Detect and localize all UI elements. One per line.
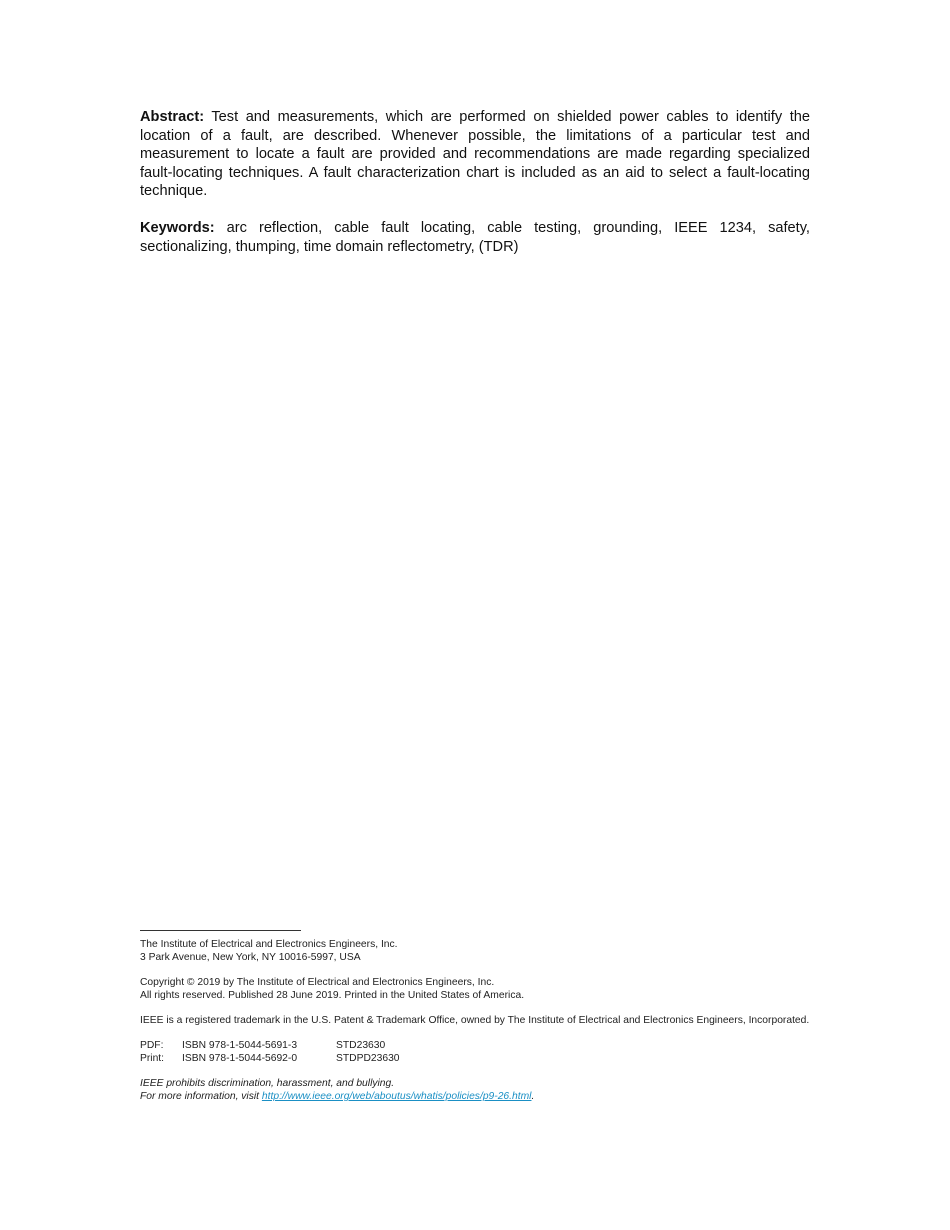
- isbn-label: PDF:: [140, 1040, 164, 1051]
- policy-statement: IEEE prohibits discrimination, harassment, and bullying.: [140, 1078, 395, 1089]
- trademark-notice: IEEE is a registered trademark in the U.S. Patent & Trademark Office, owned by The Institute of Electrical and Electronics Engineers, Incorporated.: [140, 1015, 810, 1026]
- isbn-number: ISBN 978-1-5044-5692-0: [182, 1053, 298, 1064]
- rights-line: All rights reserved. Published 28 June 2019. Printed in the United States of America.: [140, 990, 525, 1001]
- policy-info-suffix: .: [531, 1091, 535, 1102]
- copyright-line: Copyright © 2019 by The Institute of Electrical and Electronics Engineers, Inc.: [140, 977, 495, 988]
- isbn-number: ISBN 978-1-5044-5691-3: [182, 1040, 298, 1051]
- isbn-product-code: STDPD23630: [336, 1053, 400, 1064]
- keywords-label: Keywords:: [140, 219, 215, 236]
- abstract-text: Test and measurements, which are performed on shielded power cables to identify the location of a fault, are described. Whenever possible, the limitations of a particular test and measurement to locate a fault are provided and recommendations are made regarding specialized fault-locating techniques. A fault characterization chart is included as an aid to select a fault-locating technique.: [140, 109, 810, 200]
- isbn-row-pdf: [140, 1039, 810, 1052]
- keywords-text: arc reflection, cable fault locating, cable testing, grounding, IEEE 1234, safety, sectionalizing, thumping, time domain reflectometry, (TDR): [140, 219, 810, 255]
- publisher-footer: [140, 930, 810, 1103]
- footer-divider: [140, 930, 301, 931]
- abstract-label: Abstract:: [140, 109, 205, 125]
- keywords-paragraph: [140, 219, 810, 256]
- policy-link[interactable]: http://www.ieee.org/web/aboutus/whatis/policies/p9-26.html: [261, 1091, 532, 1102]
- org-name: The Institute of Electrical and Electronics Engineers, Inc.: [140, 939, 398, 950]
- isbn-label: Print:: [140, 1053, 165, 1064]
- abstract-section: [140, 108, 810, 256]
- isbn-product-code: STD23630: [336, 1040, 386, 1051]
- policy-info-prefix: For more information, visit: [140, 1091, 262, 1102]
- abstract-paragraph: [140, 108, 810, 201]
- isbn-row-print: [140, 1052, 810, 1065]
- policy-info-line: [140, 1090, 810, 1103]
- org-address: 3 Park Avenue, New York, NY 10016-5997, USA: [140, 952, 361, 963]
